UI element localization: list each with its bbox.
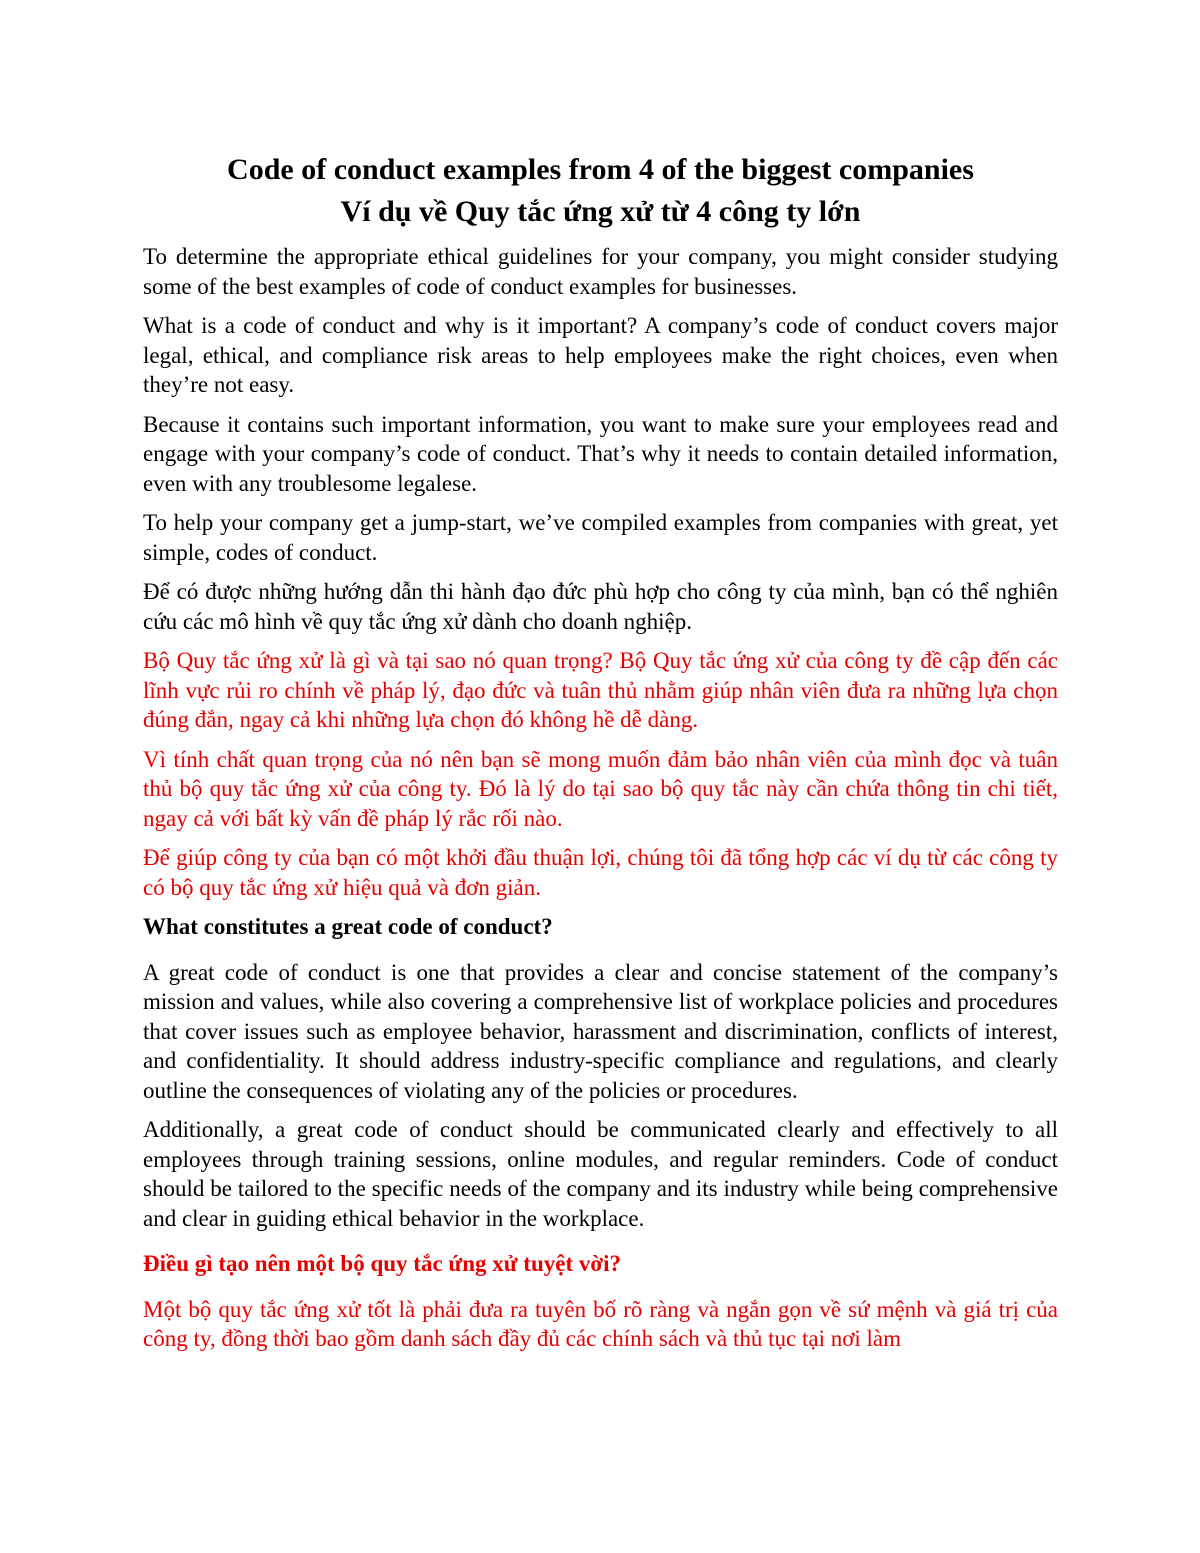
paragraph-because-vi: Vì tính chất quan trọng của nó nên bạn sẽ mong muốn đảm bảo nhân viên của mình đọc và tuân thủ bộ quy tắc ứng xử của công ty. Đó là lý do tại sao bộ quy tắc này cần chứa thông tin chi tiết, ngay cả với bất kỳ vấn đề pháp lý rắc rối nào. xyxy=(143,746,1058,831)
paragraph-what-is-vi: Bộ Quy tắc ứng xử là gì và tại sao nó quan trọng? Bộ Quy tắc ứng xử của công ty đề cập đến các lĩnh vực rủi ro chính về pháp lý, đạo đức và tuân thủ nhằm giúp nhân viên đưa ra những lựa chọn đúng đắn, ngay cả khi những lựa chọn đó không hề dễ dàng. xyxy=(143,648,1058,732)
document-title-en: Code of conduct examples from 4 of the biggest companies xyxy=(227,153,974,186)
paragraph-great-code-vi: Một bộ quy tắc ứng xử tốt là phải đưa ra tuyên bố rõ ràng và ngắn gọn về sứ mệnh và giá trị của công ty, đồng thời bao gồm danh sách đầy đủ các chính sách và thủ tục tại nơi làm xyxy=(143,1296,1058,1351)
document-title-vi: Ví dụ về Quy tắc ứng xử từ 4 công ty lớn xyxy=(340,195,861,228)
paragraph-great-code-en: A great code of conduct is one that provides a clear and concise statement of the company’s mission and values, while also covering a comprehensive list of workplace policies and procedures that cover issues such as employee behavior, harassment and discrimination, conflicts of interest, and confidentiality. It should address industry-specific compliance and regulations, and clearly outline the consequences of violating any of the policies or procedures. xyxy=(143,959,1058,1103)
paragraph-intro-en: To determine the appropriate ethical guidelines for your company, you might consider studying some of the best examples of code of conduct examples for businesses. xyxy=(143,244,1058,299)
paragraph-additionally-en: Additionally, a great code of conduct should be communicated clearly and effectively to all employees through training sessions, online modules, and regular reminders. Code of conduct should be tailored to the specific needs of the company and its industry while being comprehensive and clear in guiding ethical behavior in the workplace. xyxy=(143,1117,1058,1231)
document-page xyxy=(143,150,1058,1364)
paragraph-jumpstart-en: To help your company get a jump-start, we’ve compiled examples from companies with great, yet simple, codes of conduct. xyxy=(143,510,1058,565)
paragraph-intro-vi: Để có được những hướng dẫn thi hành đạo đức phù hợp cho công ty của mình, bạn có thể nghiên cứu các mô hình về quy tắc ứng xử dành cho doanh nghiệp. xyxy=(143,579,1058,634)
paragraph-because-en: Because it contains such important information, you want to make sure your employees read and engage with your company’s code of conduct. That’s why it needs to contain detailed information, even with any troublesome legalese. xyxy=(143,411,1058,496)
section-heading-en: What constitutes a great code of conduct? xyxy=(143,914,553,939)
paragraph-what-is-en: What is a code of conduct and why is it important? A company’s code of conduct covers major legal, ethical, and compliance risk areas to help employees make the right choices, even when they’re not easy. xyxy=(143,313,1058,397)
paragraph-jumpstart-vi: Để giúp công ty của bạn có một khởi đầu thuận lợi, chúng tôi đã tổng hợp các ví dụ từ các công ty có bộ quy tắc ứng xử hiệu quả và đơn giản. xyxy=(143,845,1058,900)
section-heading-vi: Điều gì tạo nên một bộ quy tắc ứng xử tuyệt vời? xyxy=(143,1251,621,1276)
